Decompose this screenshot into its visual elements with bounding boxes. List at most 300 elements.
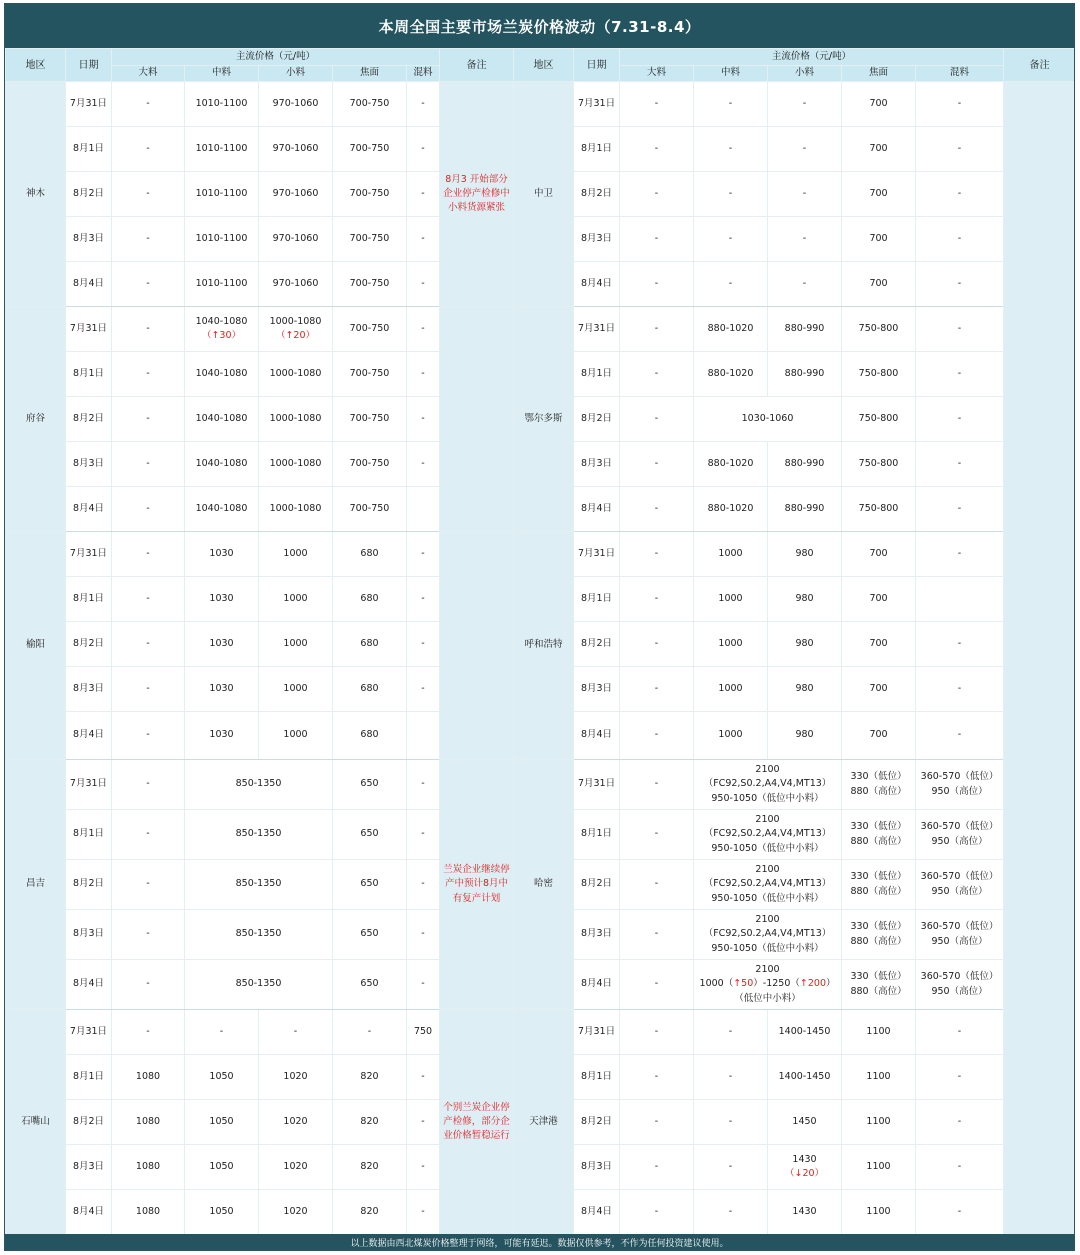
region-cell: 昌吉 xyxy=(6,760,66,1010)
price-cell: 820 xyxy=(333,1100,407,1145)
price-cell: - xyxy=(916,217,1004,262)
price-value: 880（高位） xyxy=(850,935,907,947)
price-cell: - xyxy=(916,352,1004,397)
price-cell: 700 xyxy=(842,712,916,760)
price-value: 360-570（低位） xyxy=(920,871,999,883)
price-cell: - xyxy=(694,82,768,127)
price-cell: - xyxy=(620,1055,694,1100)
price-cell: - xyxy=(916,307,1004,352)
price-cell: 1010-1100 xyxy=(185,262,259,307)
price-cell: 700-750 xyxy=(333,487,407,532)
header-date: 日期 xyxy=(574,49,620,82)
price-cell: 1080 xyxy=(112,1100,185,1145)
price-cell: - xyxy=(112,667,185,712)
table-row xyxy=(6,532,1076,577)
date-cell: 8月1日 xyxy=(574,810,620,860)
price-cell: - xyxy=(620,1190,694,1235)
header-large: 大料 xyxy=(112,66,185,82)
price-cell: 1080 xyxy=(112,1190,185,1235)
date-cell: 7月31日 xyxy=(66,307,112,352)
price-cell: - xyxy=(112,307,185,352)
price-value: ）-1250（ xyxy=(753,978,800,990)
price-cell: - xyxy=(407,1100,440,1145)
price-cell: - xyxy=(407,667,440,712)
price-cell: - xyxy=(112,127,185,172)
price-cell: - xyxy=(112,262,185,307)
price-cell: 1030 xyxy=(185,667,259,712)
date-cell: 8月4日 xyxy=(574,960,620,1010)
price-cell: 1000 xyxy=(694,577,768,622)
price-cell: - xyxy=(407,217,440,262)
page-title: 本周全国主要市场兰炭价格波动（7.31-8.4） xyxy=(5,4,1074,48)
price-cell: - xyxy=(112,487,185,532)
date-cell: 7月31日 xyxy=(574,82,620,127)
date-cell: 8月4日 xyxy=(66,712,112,760)
price-spec: （FC92,S0.2,A4,V4,MT13） xyxy=(703,778,832,790)
price-cell: 700-750 xyxy=(333,397,407,442)
price-cell: - xyxy=(620,1100,694,1145)
price-cell: 880-1020 xyxy=(694,487,768,532)
price-value: 950（高位） xyxy=(931,785,988,797)
region-cell: 府谷 xyxy=(6,307,66,532)
price-cell: 980 xyxy=(768,577,842,622)
price-value: 1430 xyxy=(792,1153,817,1165)
price-cell: - xyxy=(916,1055,1004,1100)
price-cell: - xyxy=(112,352,185,397)
price-cell: 1000 xyxy=(259,712,333,760)
price-value: 2100 xyxy=(755,864,780,876)
remark-cell xyxy=(1004,82,1075,1235)
header-medium: 中料 xyxy=(185,66,259,82)
price-cell: - xyxy=(620,577,694,622)
price-cell: - xyxy=(112,860,185,910)
price-cell xyxy=(694,910,842,960)
price-cell: 820 xyxy=(333,1190,407,1235)
price-cell: - xyxy=(112,910,185,960)
price-cell: 1000-1080 xyxy=(259,442,333,487)
price-cell xyxy=(916,760,1004,810)
date-cell: 7月31日 xyxy=(574,1010,620,1055)
price-value: 330（低位） xyxy=(850,771,907,783)
header-region: 地区 xyxy=(514,49,574,82)
price-value: 2100 xyxy=(755,764,780,776)
price-cell: - xyxy=(112,442,185,487)
date-cell: 7月31日 xyxy=(66,1010,112,1055)
price-cell xyxy=(185,307,259,352)
price-cell xyxy=(916,860,1004,910)
date-cell: 8月2日 xyxy=(574,1100,620,1145)
price-cell: - xyxy=(620,442,694,487)
price-cell xyxy=(842,810,916,860)
price-cell: 680 xyxy=(333,712,407,760)
price-cell: 750-800 xyxy=(842,352,916,397)
date-cell: 7月31日 xyxy=(66,760,112,810)
price-cell: - xyxy=(620,352,694,397)
price-cell: 850-1350 xyxy=(185,910,333,960)
date-cell: 8月2日 xyxy=(66,860,112,910)
price-cell: - xyxy=(620,712,694,760)
header-coke-powder: 焦面 xyxy=(842,66,916,82)
date-cell: 8月1日 xyxy=(66,577,112,622)
price-cell xyxy=(768,1145,842,1190)
date-cell: 7月31日 xyxy=(574,760,620,810)
date-cell: 8月3日 xyxy=(574,667,620,712)
price-table xyxy=(5,48,1075,1235)
price-cell: 650 xyxy=(333,760,407,810)
date-cell: 7月31日 xyxy=(66,532,112,577)
price-cell xyxy=(842,910,916,960)
price-cell xyxy=(259,307,333,352)
region-cell: 榆阳 xyxy=(6,532,66,760)
price-value: 950（高位） xyxy=(931,885,988,897)
date-cell: 8月4日 xyxy=(574,262,620,307)
header-large: 大料 xyxy=(620,66,694,82)
date-cell: 8月3日 xyxy=(574,1145,620,1190)
footer-disclaimer: 以上数据由西北煤炭价格整理于网络，可能有延迟。数据仅供参考，不作为任何投资建议使用。 xyxy=(5,1234,1074,1250)
price-cell: - xyxy=(112,397,185,442)
price-cell: 1010-1100 xyxy=(185,172,259,217)
price-cell: - xyxy=(112,760,185,810)
price-value: 950-1050（低位中小料） xyxy=(711,942,824,954)
price-cell: - xyxy=(620,622,694,667)
price-value: 2100 xyxy=(755,814,780,826)
price-cell: 1000 xyxy=(259,532,333,577)
price-cell: - xyxy=(407,577,440,622)
header-region: 地区 xyxy=(6,49,66,82)
price-cell: 700-750 xyxy=(333,262,407,307)
price-cell xyxy=(842,860,916,910)
price-cell: - xyxy=(407,352,440,397)
price-cell: - xyxy=(407,760,440,810)
price-cell: 1030 xyxy=(185,622,259,667)
date-cell: 8月4日 xyxy=(66,487,112,532)
price-cell: - xyxy=(620,172,694,217)
remark-cell xyxy=(440,307,514,532)
price-cell: 700-750 xyxy=(333,172,407,217)
header-price-group: 主流价格（元/吨） xyxy=(620,49,1004,66)
price-cell: 970-1060 xyxy=(259,172,333,217)
price-cell: 1080 xyxy=(112,1055,185,1100)
price-value: 2100 xyxy=(755,914,780,926)
price-cell: - xyxy=(694,172,768,217)
price-cell: 880-990 xyxy=(768,487,842,532)
price-cell: - xyxy=(916,487,1004,532)
price-cell: 650 xyxy=(333,860,407,910)
price-cell: - xyxy=(112,577,185,622)
header-mixed: 混料 xyxy=(916,66,1004,82)
price-cell: - xyxy=(694,217,768,262)
price-cell: 1050 xyxy=(185,1190,259,1235)
price-cell: 680 xyxy=(333,577,407,622)
price-cell: - xyxy=(620,82,694,127)
price-cell: - xyxy=(620,262,694,307)
price-cell: - xyxy=(407,910,440,960)
price-cell: - xyxy=(916,532,1004,577)
price-cell: - xyxy=(112,810,185,860)
price-cell xyxy=(407,487,440,532)
price-value: 360-570（低位） xyxy=(920,971,999,983)
price-cell: 850-1350 xyxy=(185,760,333,810)
price-cell: 750-800 xyxy=(842,397,916,442)
price-cell: 750-800 xyxy=(842,307,916,352)
price-cell: 1020 xyxy=(259,1055,333,1100)
price-value: 950（高位） xyxy=(931,835,988,847)
date-cell: 8月4日 xyxy=(66,960,112,1010)
date-cell: 8月3日 xyxy=(66,442,112,487)
header-small: 小料 xyxy=(768,66,842,82)
price-cell: 700 xyxy=(842,127,916,172)
price-value: 2100 xyxy=(755,964,780,976)
price-cell: - xyxy=(620,487,694,532)
price-value: 1040-1080 xyxy=(195,315,248,327)
price-cell: 850-1350 xyxy=(185,810,333,860)
header-date: 日期 xyxy=(66,49,112,82)
table-row xyxy=(6,1010,1076,1055)
price-value: 880（高位） xyxy=(850,785,907,797)
price-cell: - xyxy=(694,1100,768,1145)
price-cell: 700 xyxy=(842,82,916,127)
price-cell: 850-1350 xyxy=(185,960,333,1010)
price-cell: - xyxy=(112,1010,185,1055)
price-cell: - xyxy=(407,1055,440,1100)
price-cell: 1100 xyxy=(842,1190,916,1235)
price-cell: 970-1060 xyxy=(259,127,333,172)
price-value: 880（高位） xyxy=(850,885,907,897)
price-cell: 850-1350 xyxy=(185,860,333,910)
price-cell: 1030 xyxy=(185,712,259,760)
price-cell: 1010-1100 xyxy=(185,82,259,127)
price-cell: - xyxy=(916,1190,1004,1235)
price-cell: - xyxy=(112,960,185,1010)
price-cell: 1020 xyxy=(259,1100,333,1145)
price-cell: 1000-1080 xyxy=(259,397,333,442)
price-cell: - xyxy=(916,172,1004,217)
price-cell xyxy=(407,712,440,760)
date-cell: 8月4日 xyxy=(66,262,112,307)
price-cell: - xyxy=(620,1010,694,1055)
price-value: 330（低位） xyxy=(850,821,907,833)
price-cell: - xyxy=(407,960,440,1010)
price-cell: 980 xyxy=(768,532,842,577)
price-cell: - xyxy=(259,1010,333,1055)
date-cell: 8月3日 xyxy=(574,442,620,487)
price-cell: 880-1020 xyxy=(694,307,768,352)
price-cell: 700-750 xyxy=(333,307,407,352)
price-value: 360-570（低位） xyxy=(920,821,999,833)
date-cell: 8月1日 xyxy=(574,577,620,622)
price-value: 360-570（低位） xyxy=(920,921,999,933)
price-cell: - xyxy=(768,172,842,217)
price-cell: - xyxy=(112,172,185,217)
price-cell: 1040-1080 xyxy=(185,487,259,532)
price-value: 330（低位） xyxy=(850,871,907,883)
price-cell: - xyxy=(916,397,1004,442)
price-change: ↑50 xyxy=(733,978,754,990)
price-cell: - xyxy=(916,127,1004,172)
price-cell: - xyxy=(407,397,440,442)
price-cell: 1430 xyxy=(768,1190,842,1235)
date-cell: 8月3日 xyxy=(574,910,620,960)
price-cell xyxy=(694,860,842,910)
price-cell: - xyxy=(768,82,842,127)
price-cell: 820 xyxy=(333,1145,407,1190)
price-cell: 1000-1080 xyxy=(259,352,333,397)
price-cell: - xyxy=(620,760,694,810)
date-cell: 7月31日 xyxy=(574,532,620,577)
region-cell: 中卫 xyxy=(514,82,574,307)
date-cell: 8月4日 xyxy=(574,487,620,532)
price-cell: 1050 xyxy=(185,1145,259,1190)
date-cell: 8月1日 xyxy=(574,127,620,172)
price-cell: 1100 xyxy=(842,1145,916,1190)
price-cell: - xyxy=(112,82,185,127)
price-cell: 970-1060 xyxy=(259,217,333,262)
price-cell xyxy=(694,960,842,1010)
price-value: 880（高位） xyxy=(850,835,907,847)
price-cell xyxy=(916,810,1004,860)
price-cell: 700 xyxy=(842,622,916,667)
date-cell: 8月1日 xyxy=(66,1055,112,1100)
price-change: （↓20） xyxy=(784,1168,825,1179)
price-cell: - xyxy=(112,622,185,667)
date-cell: 7月31日 xyxy=(574,307,620,352)
date-cell: 8月1日 xyxy=(66,352,112,397)
price-cell: - xyxy=(916,262,1004,307)
date-cell: 8月1日 xyxy=(574,352,620,397)
price-cell: - xyxy=(916,667,1004,712)
header-price-group: 主流价格（元/吨） xyxy=(112,49,440,66)
price-cell: 1000 xyxy=(694,712,768,760)
price-cell: 700 xyxy=(842,577,916,622)
price-cell: - xyxy=(112,712,185,760)
price-cell: 700-750 xyxy=(333,82,407,127)
price-cell: - xyxy=(694,1010,768,1055)
price-cell: 700 xyxy=(842,262,916,307)
price-cell: 700-750 xyxy=(333,217,407,262)
price-cell: - xyxy=(407,860,440,910)
price-cell: - xyxy=(407,532,440,577)
price-cell: - xyxy=(768,262,842,307)
price-cell: 700 xyxy=(842,532,916,577)
price-cell: 1030 xyxy=(185,577,259,622)
date-cell: 8月1日 xyxy=(66,810,112,860)
price-cell: 1400-1450 xyxy=(768,1055,842,1100)
price-change: ↑200 xyxy=(799,978,826,990)
price-value: 950-1050（低位中小料） xyxy=(711,792,824,804)
price-cell: 650 xyxy=(333,810,407,860)
price-cell: 1000 xyxy=(259,667,333,712)
date-cell: 8月4日 xyxy=(574,712,620,760)
price-cell: 980 xyxy=(768,712,842,760)
price-cell: - xyxy=(694,1055,768,1100)
price-cell: - xyxy=(407,622,440,667)
price-cell: 1450 xyxy=(768,1100,842,1145)
price-cell: 650 xyxy=(333,960,407,1010)
price-cell: - xyxy=(407,1190,440,1235)
region-cell: 神木 xyxy=(6,82,66,307)
price-cell: 1050 xyxy=(185,1100,259,1145)
price-value: 950-1050（低位中小料） xyxy=(711,842,824,854)
price-cell: 750 xyxy=(407,1010,440,1055)
header-remark: 备注 xyxy=(440,49,514,82)
price-cell: 1080 xyxy=(112,1145,185,1190)
table-row xyxy=(6,307,1076,352)
price-change: （↑20） xyxy=(275,330,316,341)
table-row xyxy=(6,82,1076,127)
price-cell: - xyxy=(620,667,694,712)
price-cell: - xyxy=(407,127,440,172)
price-cell: - xyxy=(694,1145,768,1190)
date-cell: 8月2日 xyxy=(66,397,112,442)
price-value: 1000（ xyxy=(699,978,734,990)
price-cell: - xyxy=(620,127,694,172)
price-cell: 1000 xyxy=(694,622,768,667)
price-cell: 1000-1080 xyxy=(259,487,333,532)
price-cell: - xyxy=(112,532,185,577)
date-cell: 8月3日 xyxy=(574,217,620,262)
price-cell: - xyxy=(916,1100,1004,1145)
remark-cell xyxy=(440,532,514,760)
header-remark: 备注 xyxy=(1004,49,1075,82)
price-cell: 1100 xyxy=(842,1010,916,1055)
price-cell: 1040-1080 xyxy=(185,397,259,442)
price-cell: 1010-1100 xyxy=(185,127,259,172)
date-cell: 8月2日 xyxy=(574,860,620,910)
price-cell: - xyxy=(407,810,440,860)
price-cell xyxy=(842,760,916,810)
price-cell xyxy=(842,960,916,1010)
header-mixed: 混料 xyxy=(407,66,440,82)
price-cell: - xyxy=(768,127,842,172)
price-cell: - xyxy=(620,397,694,442)
price-cell: - xyxy=(694,262,768,307)
price-cell: - xyxy=(916,82,1004,127)
price-value: 330（低位） xyxy=(850,971,907,983)
price-value: 1000-1080 xyxy=(269,315,322,327)
region-cell: 天津港 xyxy=(514,1010,574,1235)
price-cell: 1000 xyxy=(259,622,333,667)
header-medium: 中料 xyxy=(694,66,768,82)
price-cell: - xyxy=(407,172,440,217)
price-value: 950（高位） xyxy=(931,985,988,997)
date-cell: 8月4日 xyxy=(574,1190,620,1235)
date-cell: 8月2日 xyxy=(66,1100,112,1145)
price-sheet xyxy=(4,3,1075,1251)
price-cell: 750-800 xyxy=(842,487,916,532)
price-cell: 680 xyxy=(333,667,407,712)
price-cell: - xyxy=(916,712,1004,760)
price-cell: 1000 xyxy=(694,532,768,577)
price-cell: 980 xyxy=(768,622,842,667)
price-cell: 700-750 xyxy=(333,352,407,397)
price-cell: - xyxy=(620,532,694,577)
price-cell: 750-800 xyxy=(842,442,916,487)
price-cell: - xyxy=(916,1145,1004,1190)
price-spec: （FC92,S0.2,A4,V4,MT13） xyxy=(703,878,832,890)
price-value: 880（高位） xyxy=(850,985,907,997)
price-cell: - xyxy=(407,1145,440,1190)
price-cell xyxy=(694,810,842,860)
date-cell: 8月2日 xyxy=(574,397,620,442)
date-cell: 8月2日 xyxy=(66,172,112,217)
price-cell: - xyxy=(694,1190,768,1235)
price-value: 360-570（低位） xyxy=(920,771,999,783)
date-cell: 7月31日 xyxy=(66,82,112,127)
remark-cell: 个别兰炭企业停产检修，部分企业价格暂稳运行 xyxy=(440,1010,514,1235)
price-cell: 1040-1080 xyxy=(185,352,259,397)
price-spec: （FC92,S0.2,A4,V4,MT13） xyxy=(703,928,832,940)
price-cell: 1100 xyxy=(842,1055,916,1100)
